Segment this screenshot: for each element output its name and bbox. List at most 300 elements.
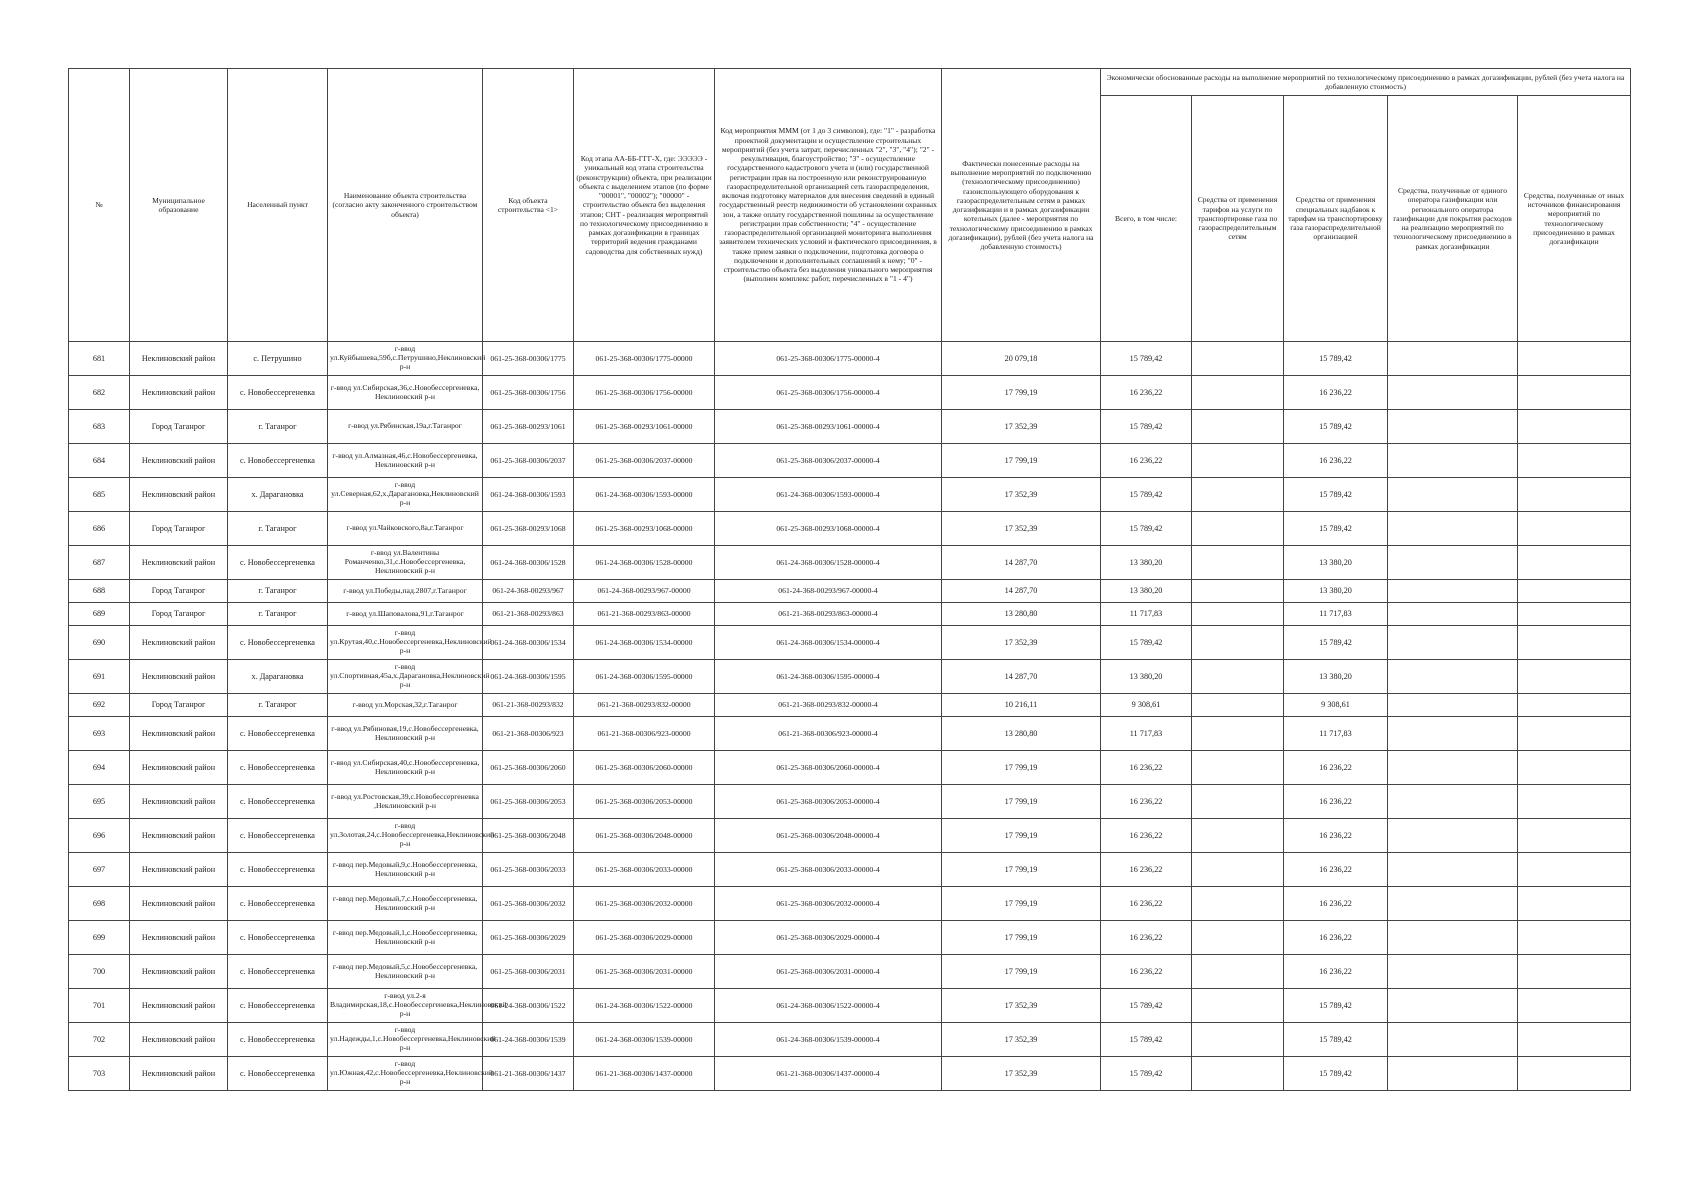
cell-stage-code: 061-25-368-00293/1061-00000 [574,410,715,444]
cell-other-sources [1518,1023,1631,1057]
cell-total: 16 236,22 [1101,887,1192,921]
cell-settlement: с. Новобессергеневка [228,955,328,989]
cell-object-code: 061-25-368-00306/2029 [483,921,574,955]
cell-object-name: г-ввод ул.Сибирская,36,с.Новобессергеневка, Неклиновский р-н [328,376,483,410]
cell-activity-code: 061-24-368-00306/1539-00000-4 [715,1023,942,1057]
cell-number: 700 [69,955,130,989]
cell-total: 11 717,83 [1101,603,1192,626]
cell-object-name: г-ввод ул.Северная,62,х.Дарагановка,Неклиновский р-н [328,478,483,512]
cell-activity-code: 061-25-368-00306/2032-00000-4 [715,887,942,921]
cell-actual-costs: 13 280,80 [942,603,1101,626]
cell-other-sources [1518,921,1631,955]
cell-settlement: г. Таганрог [228,410,328,444]
cell-tariff-transport [1192,342,1284,376]
cell-other-sources [1518,603,1631,626]
cell-special-markup: 9 308,61 [1284,694,1388,717]
cell-single-operator [1388,580,1518,603]
cell-settlement: с. Новобессергеневка [228,921,328,955]
cell-number: 691 [69,660,130,694]
header-object-name: Наименование объекта строительства (согласно акту законченного строительством объекта) [328,69,483,342]
cell-object-code: 061-25-368-00306/2032 [483,887,574,921]
cell-municipality: Неклиновский район [130,717,228,751]
cell-settlement: с. Новобессергеневка [228,819,328,853]
cell-special-markup: 16 236,22 [1284,376,1388,410]
cell-stage-code: 061-24-368-00306/1593-00000 [574,478,715,512]
cell-special-markup: 13 380,20 [1284,546,1388,580]
cell-stage-code: 061-21-368-00293/863-00000 [574,603,715,626]
cell-single-operator [1388,955,1518,989]
cell-special-markup: 16 236,22 [1284,751,1388,785]
cell-tariff-transport [1192,512,1284,546]
cell-object-code: 061-25-368-00293/1068 [483,512,574,546]
cell-actual-costs: 17 352,39 [942,478,1101,512]
cell-single-operator [1388,717,1518,751]
cell-actual-costs: 17 352,39 [942,410,1101,444]
cell-settlement: с. Новобессергеневка [228,989,328,1023]
cell-stage-code: 061-24-368-00306/1534-00000 [574,626,715,660]
cell-other-sources [1518,887,1631,921]
cell-object-code: 061-24-368-00306/1593 [483,478,574,512]
table-row [69,410,1631,444]
cell-object-code: 061-21-368-00293/832 [483,694,574,717]
cell-actual-costs: 17 799,19 [942,751,1101,785]
cell-activity-code: 061-25-368-00306/2060-00000-4 [715,751,942,785]
cell-settlement: г. Таганрог [228,580,328,603]
cell-other-sources [1518,342,1631,376]
cell-total: 15 789,42 [1101,512,1192,546]
cell-municipality: Неклиновский район [130,989,228,1023]
cell-other-sources [1518,478,1631,512]
cell-settlement: г. Таганрог [228,694,328,717]
cell-special-markup: 16 236,22 [1284,785,1388,819]
header-actual-costs: Фактически понесенные расходы на выполнение мероприятий по подключению (технологическому присоединению) газоиспользующего оборудования к газораспределительным сетям в рамках догазификации и в рамках догазификации котельных (далее - мероприятия по технологическому присоединению в рамках догазификации), рублей (без учета налога на добавленную стоимость) [942,69,1101,342]
cell-tariff-transport [1192,1057,1284,1091]
cell-stage-code: 061-25-368-00306/2032-00000 [574,887,715,921]
cell-total: 16 236,22 [1101,819,1192,853]
cell-number: 687 [69,546,130,580]
cell-object-code: 061-24-368-00306/1534 [483,626,574,660]
cell-activity-code: 061-21-368-00306/923-00000-4 [715,717,942,751]
cell-number: 696 [69,819,130,853]
cell-other-sources [1518,660,1631,694]
cell-single-operator [1388,751,1518,785]
cell-settlement: с. Новобессергеневка [228,444,328,478]
cell-other-sources [1518,989,1631,1023]
cell-tariff-transport [1192,717,1284,751]
header-activity-code: Код мероприятия МММ (от 1 до 3 символов), где: "1" - разработка проектной документации и осуществление строительных мероприятий (без учета затрат, перечисленных "2", "3", "4"); "2" - рекультивация, благоустройство; "3" - осуществление государственного кадастрового учета и (или) государственной регистрации прав на построенную или реконструированную газораспределительной организацией сеть газораспределения, включая подготовку материалов для внесения сведений в единый государственный реестр недвижимости об установлении охранных зон, а также оплату государственной пошлины за осуществление регистрации прав собственности; "4" - осуществление газораспределительной организацией мониторинга выполнения заявителем технических условий и фактического присоединения, в также прием заявки о подключении, подготовка договора о подключении и дополнительных соглашений к нему; "0" - строительство объекта без выделения уникального мероприятия (выполнен комплекс работ, перечисленных в "1 - 4") [715,69,942,342]
cell-object-code: 061-25-368-00306/2048 [483,819,574,853]
cell-settlement: г. Таганрог [228,603,328,626]
cell-object-name: г-ввод ул.Алмазная,46,с.Новобессергеневка, Неклиновский р-н [328,444,483,478]
cell-single-operator [1388,694,1518,717]
cell-special-markup: 15 789,42 [1284,410,1388,444]
header-settlement: Населенный пункт [228,69,328,342]
cell-total: 16 236,22 [1101,751,1192,785]
cell-special-markup: 13 380,20 [1284,660,1388,694]
cell-object-name: г-ввод ул.Чайковского,8а,г.Таганрог [328,512,483,546]
header-stage-code: Код этапа АА-ББ-ГГГ-Х, где: ЭЭЭЭЭ - уникальный код этапа строительства (реконструкции) объекта, при реализации объекта с выделением этапов (по форме "00001", "00002"); "00000" - строительство объекта без выделения этапов; СНТ - реализация мероприятий по технологическому присоединению в рамках догазификации в границах территорий ведения гражданами садоводства для собственных нужд) [574,69,715,342]
cell-object-code: 061-25-368-00306/1775 [483,342,574,376]
cell-number: 703 [69,1057,130,1091]
cell-object-code: 061-24-368-00293/967 [483,580,574,603]
cell-stage-code: 061-25-368-00306/2029-00000 [574,921,715,955]
cell-settlement: г. Таганрог [228,512,328,546]
cell-total: 16 236,22 [1101,853,1192,887]
cell-single-operator [1388,819,1518,853]
cell-special-markup: 15 789,42 [1284,512,1388,546]
table-row [69,376,1631,410]
cell-object-name: г-ввод ул.Рябинская,19а,г.Таганрог [328,410,483,444]
cell-single-operator [1388,887,1518,921]
table-row [69,819,1631,853]
cell-activity-code: 061-25-368-00306/2033-00000-4 [715,853,942,887]
table-header [69,69,1631,342]
cell-total: 13 380,20 [1101,660,1192,694]
cell-total: 9 308,61 [1101,694,1192,717]
table-body [69,342,1631,1091]
cell-object-name: г-ввод ул.Куйбышева,59б,с.Петрушино,Неклиновский р-н [328,342,483,376]
cell-object-name: г-ввод ул.Золотая,24,с.Новобессергеневка,Неклиновский р-н [328,819,483,853]
cell-activity-code: 061-25-368-00306/2053-00000-4 [715,785,942,819]
cell-number: 697 [69,853,130,887]
cell-tariff-transport [1192,989,1284,1023]
cell-municipality: Город Таганрог [130,694,228,717]
table-row [69,444,1631,478]
cell-object-code: 061-25-368-00306/2031 [483,955,574,989]
cell-object-code: 061-25-368-00293/1061 [483,410,574,444]
cell-municipality: Неклиновский район [130,819,228,853]
cell-settlement: с. Новобессергеневка [228,785,328,819]
cell-single-operator [1388,1023,1518,1057]
table-row [69,478,1631,512]
cell-stage-code: 061-24-368-00306/1522-00000 [574,989,715,1023]
cell-special-markup: 16 236,22 [1284,887,1388,921]
cell-actual-costs: 17 799,19 [942,921,1101,955]
cell-other-sources [1518,546,1631,580]
cell-tariff-transport [1192,410,1284,444]
cell-activity-code: 061-21-368-00293/863-00000-4 [715,603,942,626]
header-total: Всего, в том числе: [1101,96,1192,342]
cell-tariff-transport [1192,603,1284,626]
cell-actual-costs: 20 079,18 [942,342,1101,376]
header-economic-costs-group: Экономически обоснованные расходы на выполнение мероприятий по технологическому присоединению в рамках догазификации, рублей (без учета налога на добавленную стоимость) [1101,69,1631,96]
cell-settlement: с. Новобессергеневка [228,546,328,580]
cell-number: 701 [69,989,130,1023]
cell-settlement: с. Новобессергеневка [228,751,328,785]
cell-number: 681 [69,342,130,376]
table-row [69,751,1631,785]
cell-actual-costs: 14 287,70 [942,660,1101,694]
cell-total: 16 236,22 [1101,785,1192,819]
cell-object-code: 061-24-368-00306/1539 [483,1023,574,1057]
cell-stage-code: 061-24-368-00306/1595-00000 [574,660,715,694]
cell-actual-costs: 17 799,19 [942,444,1101,478]
cell-special-markup: 15 789,42 [1284,989,1388,1023]
table-row [69,603,1631,626]
cell-stage-code: 061-24-368-00293/967-00000 [574,580,715,603]
cell-other-sources [1518,819,1631,853]
cell-single-operator [1388,410,1518,444]
cell-object-code: 061-25-368-00306/1756 [483,376,574,410]
cell-single-operator [1388,546,1518,580]
cell-stage-code: 061-21-368-00306/923-00000 [574,717,715,751]
cell-settlement: с. Новобессергеневка [228,1023,328,1057]
cell-number: 693 [69,717,130,751]
cell-activity-code: 061-21-368-00306/1437-00000-4 [715,1057,942,1091]
cell-object-name: г-ввод пер.Медовый,5,с.Новобессергеневка, Неклиновский р-н [328,955,483,989]
table-row [69,1023,1631,1057]
cell-total: 15 789,42 [1101,342,1192,376]
cell-object-name: г-ввод пер.Медовый,9,с.Новобессергеневка, Неклиновский р-н [328,853,483,887]
table-row [69,546,1631,580]
cell-other-sources [1518,376,1631,410]
cell-stage-code: 061-25-368-00306/2060-00000 [574,751,715,785]
cell-object-name: г-ввод ул.Валентины Романченко,31,с.Новобессергеневка, Неклиновский р-н [328,546,483,580]
table-row [69,785,1631,819]
cell-special-markup: 15 789,42 [1284,626,1388,660]
cell-object-name: г-ввод ул.Надежды,1,с.Новобессергеневка,Неклиновский р-н [328,1023,483,1057]
cell-other-sources [1518,512,1631,546]
cell-tariff-transport [1192,785,1284,819]
cell-stage-code: 061-25-368-00293/1068-00000 [574,512,715,546]
cell-municipality: Неклиновский район [130,751,228,785]
cell-total: 16 236,22 [1101,955,1192,989]
cell-actual-costs: 13 280,80 [942,717,1101,751]
cell-municipality: Неклиновский район [130,342,228,376]
cell-object-code: 061-21-368-00306/1437 [483,1057,574,1091]
table-row [69,1057,1631,1091]
cell-other-sources [1518,1057,1631,1091]
cell-object-name: г-ввод ул.Шаповалова,91,г.Таганрог [328,603,483,626]
cell-total: 16 236,22 [1101,444,1192,478]
cell-tariff-transport [1192,580,1284,603]
cell-tariff-transport [1192,921,1284,955]
cell-settlement: с. Новобессергеневка [228,1057,328,1091]
cell-tariff-transport [1192,546,1284,580]
table-row [69,989,1631,1023]
cell-stage-code: 061-24-368-00306/1539-00000 [574,1023,715,1057]
cell-other-sources [1518,626,1631,660]
cell-municipality: Неклиновский район [130,546,228,580]
cell-actual-costs: 17 799,19 [942,819,1101,853]
cell-municipality: Неклиновский район [130,478,228,512]
cell-object-code: 061-24-368-00306/1595 [483,660,574,694]
cell-total: 15 789,42 [1101,1057,1192,1091]
cell-total: 16 236,22 [1101,376,1192,410]
table-row [69,512,1631,546]
cell-number: 684 [69,444,130,478]
table-row [69,626,1631,660]
cell-number: 692 [69,694,130,717]
cell-single-operator [1388,1057,1518,1091]
cell-number: 702 [69,1023,130,1057]
cell-object-name: г-ввод ул.Крутая,40,с.Новобессергеневка,Неклиновский р-н [328,626,483,660]
cell-stage-code: 061-21-368-00306/1437-00000 [574,1057,715,1091]
cell-total: 11 717,83 [1101,717,1192,751]
cell-single-operator [1388,512,1518,546]
cell-stage-code: 061-24-368-00306/1528-00000 [574,546,715,580]
cell-single-operator [1388,444,1518,478]
cell-total: 15 789,42 [1101,410,1192,444]
cell-object-code: 061-25-368-00306/2033 [483,853,574,887]
cell-activity-code: 061-25-368-00306/2037-00000-4 [715,444,942,478]
table-row [69,955,1631,989]
cell-municipality: Город Таганрог [130,512,228,546]
cell-tariff-transport [1192,955,1284,989]
cell-settlement: с. Новобессергеневка [228,717,328,751]
table-row [69,660,1631,694]
cell-number: 699 [69,921,130,955]
cell-activity-code: 061-24-368-00306/1528-00000-4 [715,546,942,580]
cell-special-markup: 15 789,42 [1284,1023,1388,1057]
table-row [69,887,1631,921]
cell-object-code: 061-25-368-00306/2053 [483,785,574,819]
cell-actual-costs: 17 799,19 [942,955,1101,989]
cell-actual-costs: 10 216,11 [942,694,1101,717]
cell-special-markup: 13 380,20 [1284,580,1388,603]
cell-special-markup: 16 236,22 [1284,444,1388,478]
cell-settlement: х. Дарагановка [228,478,328,512]
cell-number: 695 [69,785,130,819]
cell-single-operator [1388,853,1518,887]
cell-tariff-transport [1192,887,1284,921]
cell-municipality: Неклиновский район [130,444,228,478]
cell-tariff-transport [1192,853,1284,887]
header-special-markup: Средства от применения специальных надбавок к тарифам на транспортировку газа газораспределительной организацией [1284,96,1388,342]
cell-municipality: Неклиновский район [130,887,228,921]
cell-single-operator [1388,785,1518,819]
cell-activity-code: 061-25-368-00306/1756-00000-4 [715,376,942,410]
cell-tariff-transport [1192,478,1284,512]
cell-special-markup: 16 236,22 [1284,819,1388,853]
cell-actual-costs: 17 352,39 [942,1023,1101,1057]
cell-special-markup: 16 236,22 [1284,955,1388,989]
cell-special-markup: 16 236,22 [1284,921,1388,955]
cell-settlement: с. Новобессергеневка [228,626,328,660]
cell-activity-code: 061-25-368-00306/2029-00000-4 [715,921,942,955]
cell-single-operator [1388,342,1518,376]
table-row [69,342,1631,376]
cell-activity-code: 061-21-368-00293/832-00000-4 [715,694,942,717]
cell-actual-costs: 17 352,39 [942,1057,1101,1091]
cell-actual-costs: 17 799,19 [942,853,1101,887]
cell-object-code: 061-21-368-00306/923 [483,717,574,751]
cell-tariff-transport [1192,1023,1284,1057]
cell-object-code: 061-25-368-00306/2060 [483,751,574,785]
cell-single-operator [1388,478,1518,512]
cell-number: 688 [69,580,130,603]
cell-object-name: г-ввод пер.Медовый,1,с.Новобессергеневка, Неклиновский р-н [328,921,483,955]
cell-municipality: Неклиновский район [130,660,228,694]
cell-object-name: г-ввод ул.Сибирская,40,с.Новобессергеневка, Неклиновский р-н [328,751,483,785]
table-row [69,921,1631,955]
cell-stage-code: 061-25-368-00306/2048-00000 [574,819,715,853]
cell-other-sources [1518,444,1631,478]
cell-actual-costs: 17 352,39 [942,989,1101,1023]
cell-total: 13 380,20 [1101,546,1192,580]
cell-special-markup: 11 717,83 [1284,603,1388,626]
cell-object-name: г-ввод ул.Спортивная,45а,х.Дарагановка,Неклиновский р-н [328,660,483,694]
cell-total: 15 789,42 [1101,989,1192,1023]
cell-number: 689 [69,603,130,626]
header-tariff-transport: Средства от применения тарифов на услуги по транспортировке газа по газораспределительным сетям [1192,96,1284,342]
cell-total: 13 380,20 [1101,580,1192,603]
cell-settlement: с. Новобессергеневка [228,887,328,921]
cell-actual-costs: 14 287,70 [942,580,1101,603]
cell-number: 686 [69,512,130,546]
header-number: № [69,69,130,342]
cell-other-sources [1518,694,1631,717]
cell-municipality: Неклиновский район [130,626,228,660]
document-page [68,68,1630,1091]
cell-municipality: Неклиновский район [130,1023,228,1057]
cell-object-name: г-ввод ул.Ростовская,39,с.Новобессергеневка ,Неклиновский р-н [328,785,483,819]
cell-actual-costs: 14 287,70 [942,546,1101,580]
cell-stage-code: 061-25-368-00306/2053-00000 [574,785,715,819]
cell-special-markup: 16 236,22 [1284,853,1388,887]
cell-total: 15 789,42 [1101,1023,1192,1057]
cell-single-operator [1388,660,1518,694]
cell-tariff-transport [1192,751,1284,785]
cell-total: 15 789,42 [1101,478,1192,512]
cell-tariff-transport [1192,444,1284,478]
cell-object-name: г-ввод ул.Рябиновая,19,с.Новобессергеневка, Неклиновский р-н [328,717,483,751]
cell-special-markup: 15 789,42 [1284,478,1388,512]
cell-object-code: 061-25-368-00306/2037 [483,444,574,478]
cell-actual-costs: 17 799,19 [942,887,1101,921]
cell-stage-code: 061-25-368-00306/1756-00000 [574,376,715,410]
cell-object-name: г-ввод пер.Медовый,7,с.Новобессергеневка, Неклиновский р-н [328,887,483,921]
cell-municipality: Город Таганрог [130,603,228,626]
cell-object-code: 061-21-368-00293/863 [483,603,574,626]
cell-object-name: г-ввод ул.Южная,42,с.Новобессергеневка,Неклиновский р-н [328,1057,483,1091]
cell-special-markup: 11 717,83 [1284,717,1388,751]
cell-object-code: 061-24-368-00306/1528 [483,546,574,580]
cell-activity-code: 061-24-368-00306/1534-00000-4 [715,626,942,660]
cell-number: 683 [69,410,130,444]
cell-actual-costs: 17 352,39 [942,512,1101,546]
cell-number: 685 [69,478,130,512]
cell-number: 682 [69,376,130,410]
cell-activity-code: 061-25-368-00293/1068-00000-4 [715,512,942,546]
cell-stage-code: 061-25-368-00306/2033-00000 [574,853,715,887]
cell-actual-costs: 17 352,39 [942,626,1101,660]
cell-special-markup: 15 789,42 [1284,1057,1388,1091]
table-row [69,853,1631,887]
cell-number: 698 [69,887,130,921]
cell-activity-code: 061-25-368-00306/2048-00000-4 [715,819,942,853]
header-object-code: Код объекта строительства <1> [483,69,574,342]
cell-special-markup: 15 789,42 [1284,342,1388,376]
cell-number: 694 [69,751,130,785]
cell-municipality: Неклиновский район [130,376,228,410]
header-single-operator: Средства, полученные от единого оператора газификации или регионального оператора газификации для покрытия расходов на реализацию мероприятий по технологическому присоединению в рамках догазификации [1388,96,1518,342]
table-row [69,717,1631,751]
cell-other-sources [1518,410,1631,444]
cell-tariff-transport [1192,660,1284,694]
cell-total: 16 236,22 [1101,921,1192,955]
table-row [69,580,1631,603]
cell-activity-code: 061-25-368-00293/1061-00000-4 [715,410,942,444]
cell-municipality: Неклиновский район [130,853,228,887]
cell-other-sources [1518,955,1631,989]
cell-activity-code: 061-24-368-00293/967-00000-4 [715,580,942,603]
cell-activity-code: 061-25-368-00306/1775-00000-4 [715,342,942,376]
cell-municipality: Неклиновский район [130,921,228,955]
gasification-costs-table [68,68,1631,1091]
header-other-sources: Средства, полученные от иных источников финансирования мероприятий по технологическому присоединению в рамках догазификации [1518,96,1631,342]
cell-municipality: Город Таганрог [130,410,228,444]
